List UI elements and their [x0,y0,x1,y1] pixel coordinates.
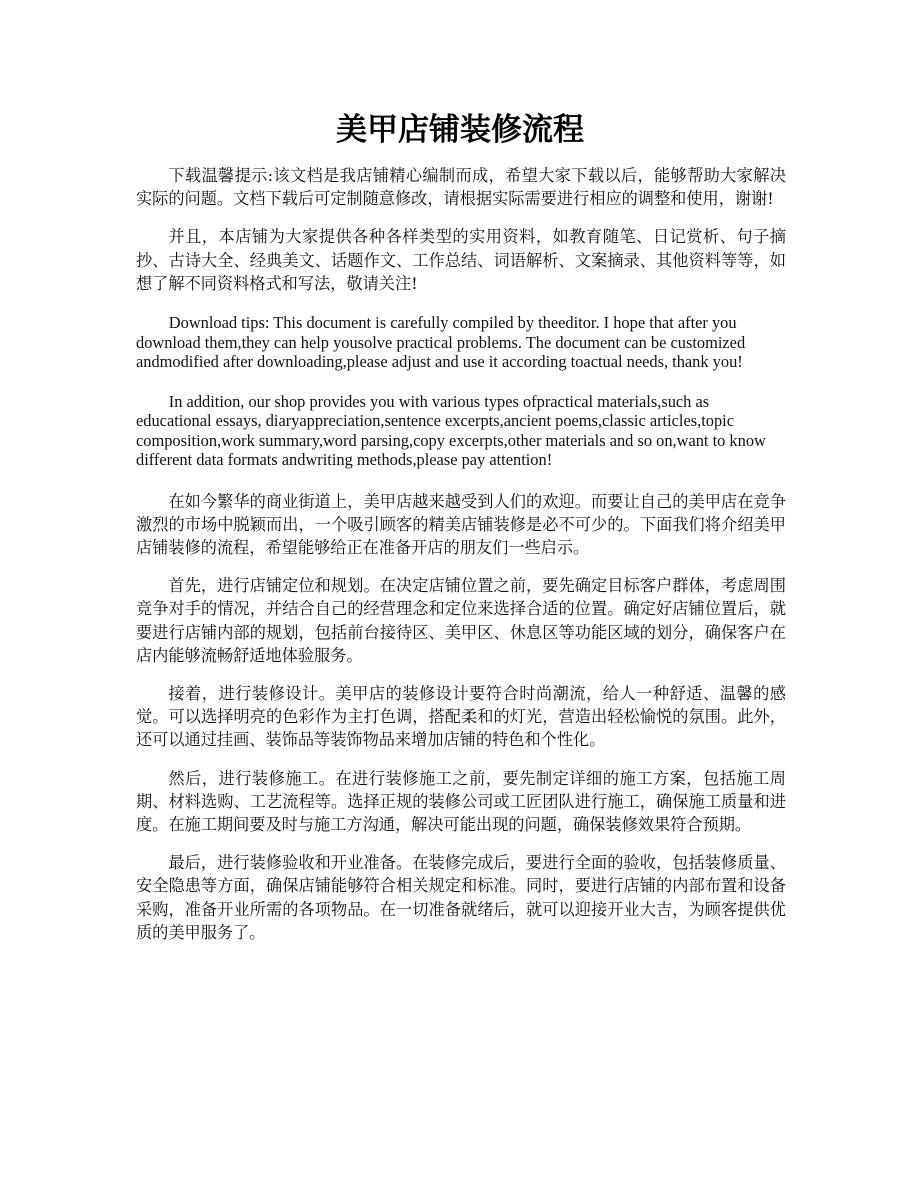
shop-intro-paragraph-cn: 并且，本店铺为大家提供各种各样类型的实用资料，如教育随笔、日记赏析、句子摘抄、古诗大全、经典美文、话题作文、工作总结、词语解析、文案摘录、其他资料等等，如想了解不同资料格式和写法，敬请关注! [136,227,786,293]
shop-intro-paragraph-en: In addition, our shop provides you with various types ofpractical materials,such as educational essays, diaryappreciation,sentence excerpts,ancient poems,classic articles,topic composition,work summary,word parsing,copy excerpts,other materials and so on,want to know different data formats andwriting methods,please pay attention! [136,391,766,470]
document-title: 美甲店铺装修流程 [336,112,584,148]
download-tip-paragraph-cn: 下载温馨提示:该文档是我店铺精心编制而成，希望大家下载以后，能够帮助大家解决实际的问题。文档下载后可定制随意修改，请根据实际需要进行相应的调整和使用，谢谢! [136,166,786,209]
step-positioning-paragraph: 首先，进行店铺定位和规划。在决定店铺位置之前，要先确定目标客户群体，考虑周围竞争对手的情况，并结合自己的经营理念和定位来选择合适的位置。确定好店铺位置后，就要进行店铺内部的规划，包括前台接待区、美甲区、休息区等功能区域的划分，确保客户在店内能够流畅舒适地体验服务。 [136,576,786,665]
step-design-paragraph: 接着，进行装修设计。美甲店的装修设计要符合时尚潮流，给人一种舒适、温馨的感觉。可以选择明亮的色彩作为主打色调，搭配柔和的灯光，营造出轻松愉悦的氛围。此外，还可以通过挂画、装饰品等装饰物品来增加店铺的特色和个性化。 [136,683,786,750]
step-construction-paragraph: 然后，进行装修施工。在进行装修施工之前，要先制定详细的施工方案，包括施工周期、材料选购、工艺流程等。选择正规的装修公司或工匠团队进行施工，确保施工质量和进度。在施工期间要及时与施工方沟通，解决可能出现的问题，确保装修效果符合预期。 [136,768,786,834]
intro-paragraph: 在如今繁华的商业街道上，美甲店越来越受到人们的欢迎。而要让自己的美甲店在竞争激烈的市场中脱颖而出，一个吸引顾客的精美店铺装修是必不可少的。下面我们将介绍美甲店铺装修的流程，希望能够给正在准备开店的朋友们一些启示。 [136,491,786,557]
download-tip-paragraph-en: Download tips: This document is carefully compiled by theeditor. I hope that after you download them,they can help yousolve practical problems. The document can be customized andmodified after downloading,please adjust and use it according toactual needs, thank you! [136,313,746,372]
step-acceptance-paragraph: 最后，进行装修验收和开业准备。在装修完成后，要进行全面的验收，包括装修质量、安全隐患等方面，确保店铺能够符合相关规定和标准。同时，要进行店铺的内部布置和设备采购，准备开业所需的各项物品。在一切准备就绪后，就可以迎接开业大吉，为顾客提供优质的美甲服务了。 [136,853,786,942]
document-body [136,164,786,959]
